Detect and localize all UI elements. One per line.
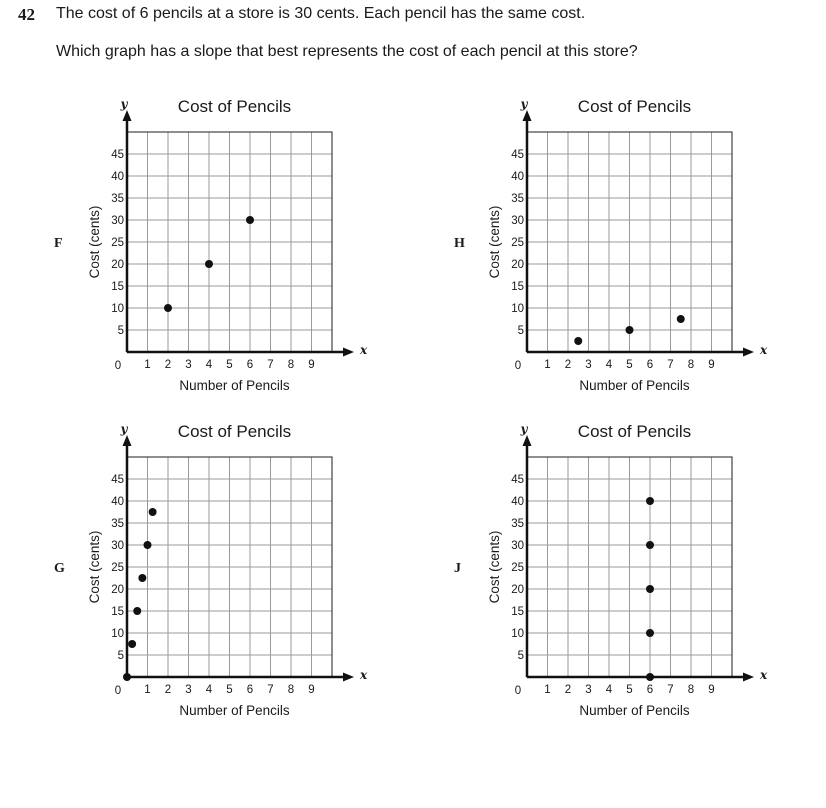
x-tick-label: 3 bbox=[185, 359, 192, 371]
x-axis-letter: x bbox=[360, 668, 368, 682]
y-tick-label: 15 bbox=[511, 606, 524, 618]
data-point bbox=[133, 607, 141, 615]
y-tick-label: 5 bbox=[117, 325, 124, 337]
y-tick-label: 40 bbox=[111, 171, 124, 183]
y-tick-label: 35 bbox=[511, 193, 524, 205]
x-axis-title: Number of Pencils bbox=[579, 378, 690, 393]
x-tick-label: 4 bbox=[605, 684, 613, 696]
x-axis-arrow bbox=[743, 673, 754, 682]
data-point bbox=[138, 574, 146, 582]
x-axis-title: Number of Pencils bbox=[179, 703, 290, 718]
question-text: The cost of 6 pencils at a store is 30 cents. Each pencil has the same cost. bbox=[56, 5, 586, 22]
y-tick-label: 35 bbox=[111, 518, 124, 530]
x-tick-label: 1 bbox=[144, 684, 151, 696]
x-tick-label: 5 bbox=[226, 684, 233, 696]
x-tick-label: 9 bbox=[708, 359, 715, 371]
x-tick-label: 1 bbox=[144, 359, 151, 371]
x-tick-label: 7 bbox=[267, 684, 274, 696]
x-tick-label: 3 bbox=[585, 359, 592, 371]
x-tick-label: 6 bbox=[646, 684, 654, 696]
y-tick-label: 15 bbox=[111, 281, 124, 293]
y-tick-label: 30 bbox=[511, 540, 524, 552]
x-tick-label: 5 bbox=[226, 359, 233, 371]
x-tick-label: 8 bbox=[687, 359, 695, 371]
y-tick-label: 40 bbox=[111, 496, 124, 508]
x-tick-label: 2 bbox=[564, 684, 572, 696]
data-point bbox=[246, 216, 254, 224]
y-axis-arrow bbox=[123, 110, 132, 121]
x-tick-label: 6 bbox=[246, 359, 254, 371]
choice-letter: F bbox=[54, 236, 63, 251]
y-tick-label: 10 bbox=[511, 303, 524, 315]
choice-letter: J bbox=[454, 561, 461, 576]
chart-title: Cost of Pencils bbox=[177, 422, 292, 441]
origin-label: 0 bbox=[114, 685, 122, 697]
x-tick-label: 9 bbox=[708, 684, 715, 696]
y-tick-label: 10 bbox=[111, 303, 124, 315]
x-tick-label: 5 bbox=[626, 684, 633, 696]
data-point bbox=[646, 629, 654, 637]
chart-title: Cost of Pencils bbox=[577, 422, 692, 441]
x-axis-arrow bbox=[743, 348, 754, 357]
data-point bbox=[164, 304, 172, 312]
y-tick-label: 30 bbox=[111, 215, 124, 227]
x-axis-title: Number of Pencils bbox=[579, 703, 690, 718]
y-tick-label: 25 bbox=[111, 562, 124, 574]
x-tick-label: 9 bbox=[308, 359, 315, 371]
data-point bbox=[646, 497, 654, 505]
x-tick-label: 2 bbox=[164, 684, 172, 696]
y-tick-label: 20 bbox=[511, 259, 524, 271]
chart-f bbox=[50, 92, 380, 392]
chart-j bbox=[450, 417, 780, 717]
chart-g bbox=[50, 417, 380, 717]
y-tick-label: 40 bbox=[511, 496, 524, 508]
chart-title: Cost of Pencils bbox=[177, 97, 292, 116]
x-axis-letter: x bbox=[760, 343, 768, 357]
data-point bbox=[149, 508, 157, 516]
y-tick-label: 5 bbox=[117, 650, 124, 662]
y-tick-label: 25 bbox=[111, 237, 124, 249]
data-point bbox=[205, 260, 213, 268]
origin-label: 0 bbox=[514, 360, 522, 372]
y-axis-letter: y bbox=[120, 422, 128, 436]
data-point bbox=[646, 541, 654, 549]
x-tick-label: 3 bbox=[585, 684, 592, 696]
x-tick-label: 6 bbox=[246, 684, 254, 696]
origin-label: 0 bbox=[114, 360, 122, 372]
y-tick-label: 15 bbox=[511, 281, 524, 293]
x-tick-label: 5 bbox=[626, 359, 633, 371]
y-axis-letter: y bbox=[520, 97, 528, 111]
x-axis-arrow bbox=[343, 673, 354, 682]
x-axis-letter: x bbox=[360, 343, 368, 357]
y-axis-letter: y bbox=[520, 422, 528, 436]
data-point bbox=[574, 337, 582, 345]
x-tick-label: 7 bbox=[667, 684, 674, 696]
y-tick-label: 35 bbox=[111, 193, 124, 205]
y-axis-title: Cost (cents) bbox=[487, 530, 502, 604]
x-tick-label: 3 bbox=[185, 684, 192, 696]
question-number: 42 bbox=[18, 5, 35, 24]
x-axis-title: Number of Pencils bbox=[179, 378, 290, 393]
y-axis-title: Cost (cents) bbox=[487, 205, 502, 279]
y-tick-label: 45 bbox=[511, 474, 524, 486]
x-axis-arrow bbox=[343, 348, 354, 357]
x-tick-label: 1 bbox=[544, 359, 551, 371]
x-tick-label: 8 bbox=[287, 684, 295, 696]
y-axis-title: Cost (cents) bbox=[87, 205, 102, 279]
data-point bbox=[646, 585, 654, 593]
y-tick-label: 35 bbox=[511, 518, 524, 530]
y-tick-label: 10 bbox=[111, 628, 124, 640]
chart-h bbox=[450, 92, 780, 392]
y-tick-label: 45 bbox=[111, 474, 124, 486]
y-tick-label: 30 bbox=[111, 540, 124, 552]
y-axis-title: Cost (cents) bbox=[87, 530, 102, 604]
x-tick-label: 4 bbox=[605, 359, 613, 371]
y-axis-arrow bbox=[123, 435, 132, 446]
x-axis-letter: x bbox=[760, 668, 768, 682]
y-axis-arrow bbox=[523, 110, 532, 121]
x-tick-label: 1 bbox=[544, 684, 551, 696]
x-tick-label: 2 bbox=[164, 359, 172, 371]
y-tick-label: 5 bbox=[517, 325, 524, 337]
choice-letter: G bbox=[54, 561, 65, 576]
y-tick-label: 40 bbox=[511, 171, 524, 183]
x-tick-label: 7 bbox=[667, 359, 674, 371]
chart-title: Cost of Pencils bbox=[577, 97, 692, 116]
data-point bbox=[123, 673, 131, 681]
y-tick-label: 20 bbox=[111, 259, 124, 271]
x-tick-label: 8 bbox=[287, 359, 295, 371]
y-tick-label: 45 bbox=[111, 149, 124, 161]
y-tick-label: 5 bbox=[517, 650, 524, 662]
data-point bbox=[128, 640, 136, 648]
origin-label: 0 bbox=[514, 685, 522, 697]
data-point bbox=[144, 541, 152, 549]
x-tick-label: 4 bbox=[205, 359, 213, 371]
x-tick-label: 8 bbox=[687, 684, 695, 696]
y-tick-label: 20 bbox=[111, 584, 124, 596]
y-tick-label: 25 bbox=[511, 237, 524, 249]
x-tick-label: 6 bbox=[646, 359, 654, 371]
x-tick-label: 9 bbox=[308, 684, 315, 696]
x-tick-label: 4 bbox=[205, 684, 213, 696]
x-tick-label: 2 bbox=[564, 359, 572, 371]
y-tick-label: 30 bbox=[511, 215, 524, 227]
data-point bbox=[626, 326, 634, 334]
question-prompt: Which graph has a slope that best represents the cost of each pencil at this store? bbox=[56, 43, 638, 60]
data-point bbox=[646, 673, 654, 681]
data-point bbox=[677, 315, 685, 323]
y-axis-arrow bbox=[523, 435, 532, 446]
x-tick-label: 7 bbox=[267, 359, 274, 371]
y-tick-label: 45 bbox=[511, 149, 524, 161]
choice-letter: H bbox=[454, 236, 465, 251]
y-tick-label: 25 bbox=[511, 562, 524, 574]
y-tick-label: 20 bbox=[511, 584, 524, 596]
y-axis-letter: y bbox=[120, 97, 128, 111]
y-tick-label: 10 bbox=[511, 628, 524, 640]
y-tick-label: 15 bbox=[111, 606, 124, 618]
